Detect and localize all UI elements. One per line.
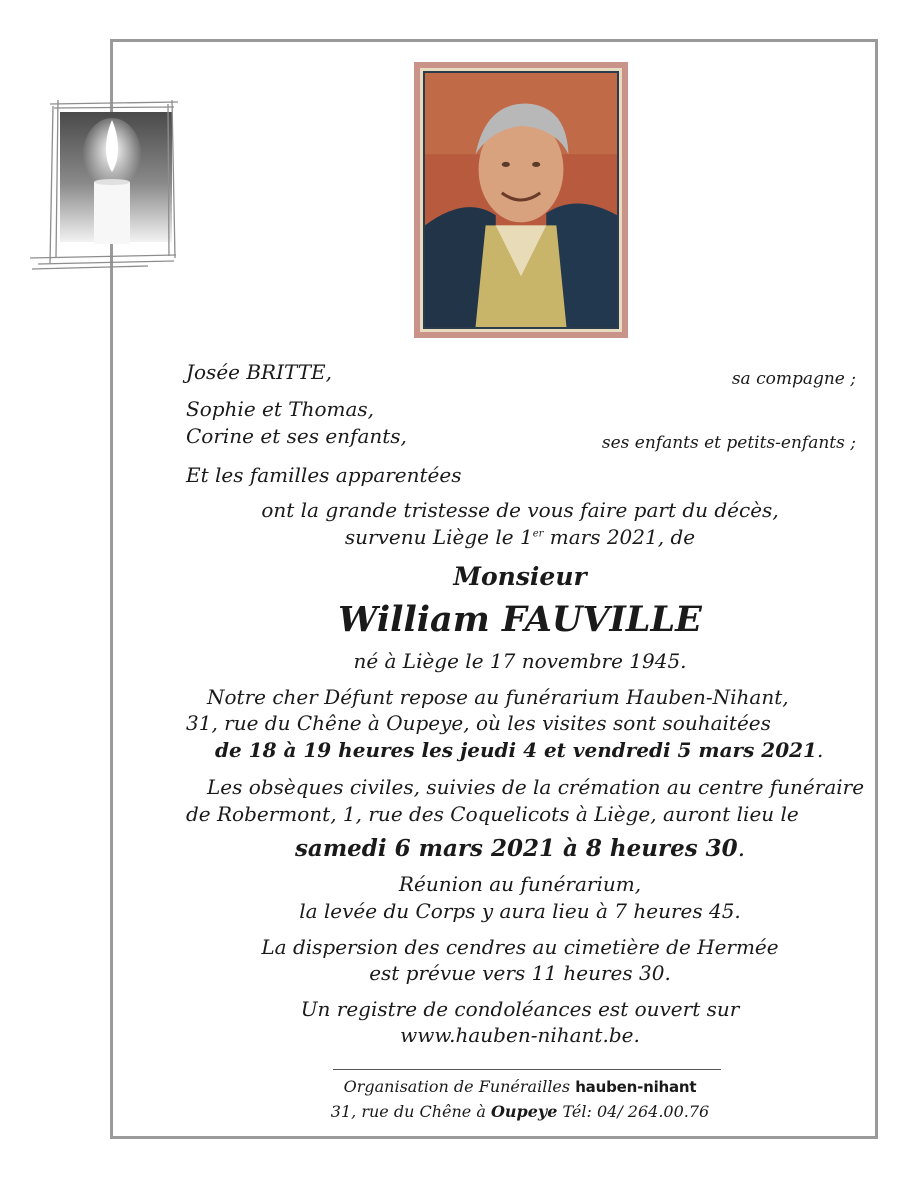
funeral-line-2: de Robermont, 1, rue des Coquelicots à Liège, auront lieu le xyxy=(186,802,799,826)
funeral-date: samedi 6 mars 2021 à 8 heures 30. xyxy=(294,835,746,862)
footer-divider xyxy=(333,1069,721,1070)
deceased-title: Monsieur xyxy=(453,562,587,591)
family-role-enfants: ses enfants et petits-enfants ; xyxy=(601,433,856,453)
family-role-compagne: sa compagne ; xyxy=(731,369,856,389)
visits-line-1: Notre cher Défunt repose au funérarium Hauben-Nihant, xyxy=(207,685,789,709)
register-link[interactable]: www.hauben-nihant.be. xyxy=(400,1023,640,1047)
portrait-photo xyxy=(414,62,628,338)
visits-line-2: 31, rue du Chêne à Oupeye, où les visites sont souhaitées xyxy=(186,711,771,735)
footer-organisation: Organisation de Funérailles hauben-nihant xyxy=(343,1077,697,1096)
announce-line-1: ont la grande tristesse de vous faire part du décès, xyxy=(261,498,779,522)
visits-line-3: de 18 à 19 heures les jeudi 4 et vendredi 5 mars 2021. xyxy=(215,738,824,762)
deceased-born: né à Liège le 17 novembre 1945. xyxy=(353,649,687,673)
footer-address: 31, rue du Chêne à Oupeye Tél: 04/ 264.00.76 xyxy=(330,1102,710,1121)
meeting-line-1: Réunion au funérarium, xyxy=(398,872,642,896)
family-name-familles: Et les familles apparentées xyxy=(186,463,462,487)
dispersion-line-1: La dispersion des cendres au cimetière de Hermée xyxy=(261,935,779,959)
announce-line-2: survenu Liège le 1er mars 2021, de xyxy=(344,525,696,549)
register-line-1: Un registre de condoléances est ouvert sur xyxy=(300,997,740,1021)
family-name-josee: Josée BRITTE, xyxy=(186,360,333,384)
meeting-line-2: la levée du Corps y aura lieu à 7 heures 45. xyxy=(299,899,741,923)
brand-logo: hauben-nihant xyxy=(575,1078,697,1096)
family-name-sophie: Sophie et Thomas, xyxy=(186,397,375,421)
family-name-corine: Corine et ses enfants, xyxy=(186,424,407,448)
funeral-line-1: Les obsèques civiles, suivies de la crémation au centre funéraire xyxy=(207,775,865,799)
deceased-name: William FAUVILLE xyxy=(338,599,702,640)
dispersion-line-2: est prévue vers 11 heures 30. xyxy=(369,961,671,985)
candle-icon xyxy=(28,98,178,273)
